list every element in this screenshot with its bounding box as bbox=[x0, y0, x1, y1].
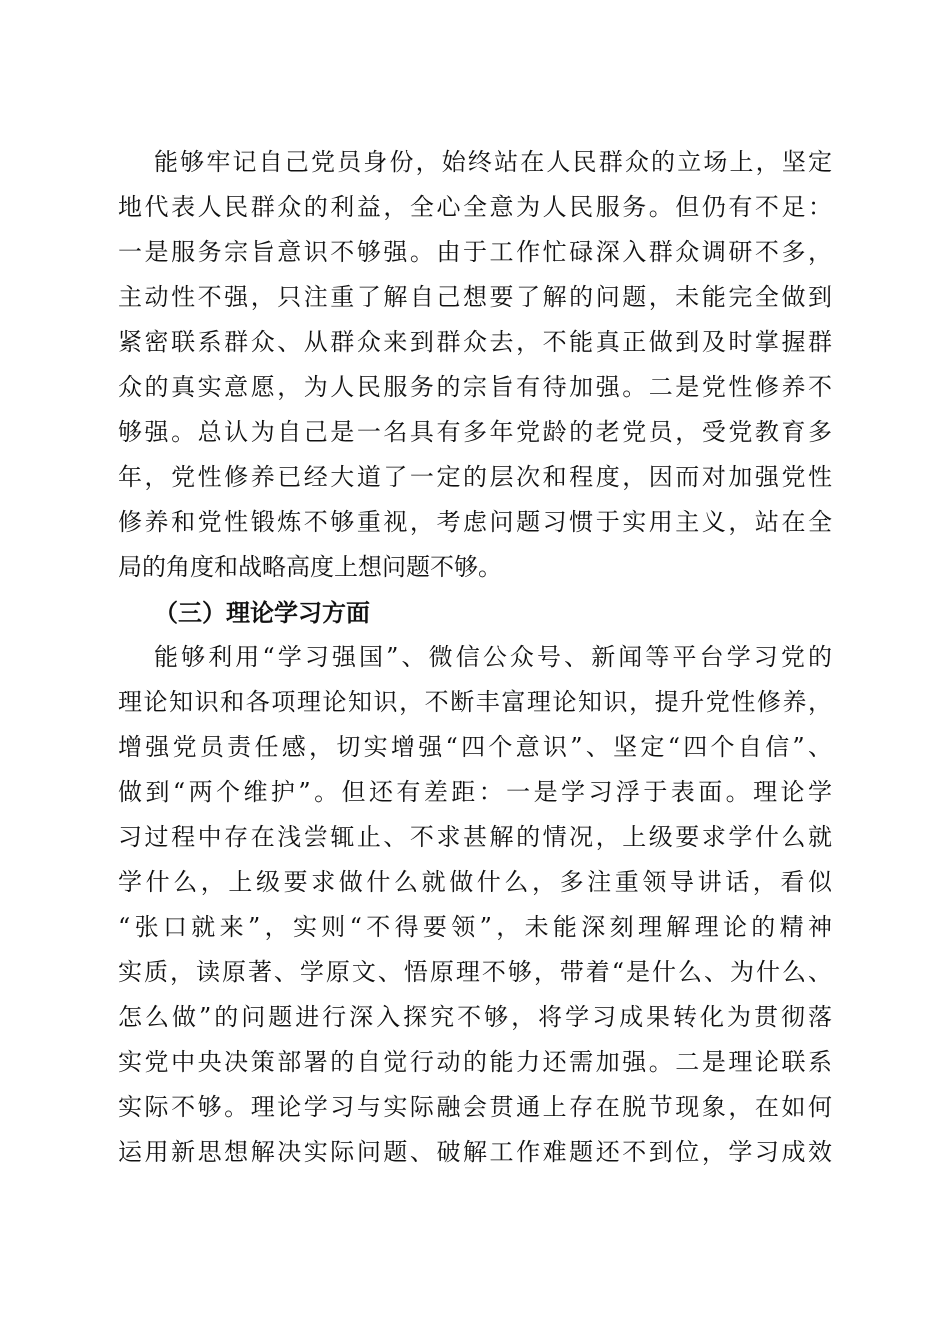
text-line: 实党中央决策部署的自觉行动的能力还需加强。二是理论联系 bbox=[118, 1048, 832, 1076]
text-line: 地代表人民群众的利益，全心全意为人民服务。但仍有不足： bbox=[118, 193, 832, 221]
text-line: 年，党性修养已经大道了一定的层次和程度，因而对加强党性 bbox=[118, 463, 832, 491]
text-line: 一是服务宗旨意识不够强。由于工作忙碌深入群众调研不多， bbox=[118, 238, 832, 266]
text-line: 够强。总认为自己是一名具有多年党龄的老党员，受党教育多 bbox=[118, 418, 832, 446]
text-line: 增强党员责任感，切实增强“四个意识”、坚定“四个自信”、 bbox=[118, 733, 832, 761]
text-line: 能够牢记自己党员身份，始终站在人民群众的立场上，坚定 bbox=[154, 148, 832, 176]
text-line: 实质，读原著、学原文、悟原理不够，带着“是什么、为什么、 bbox=[118, 958, 832, 986]
text-line: 众的真实意愿，为人民服务的宗旨有待加强。二是党性修养不 bbox=[118, 373, 832, 401]
text-line: 能够利用“学习强国”、微信公众号、新闻等平台学习党的 bbox=[154, 643, 832, 671]
paragraph-party-spirit bbox=[118, 140, 832, 590]
text-line: 运用新思想解决实际问题、破解工作难题还不到位，学习成效 bbox=[118, 1138, 832, 1166]
text-line: “张口就来”，实则“不得要领”，未能深刻理解理论的精神 bbox=[118, 913, 832, 941]
document-body bbox=[118, 140, 832, 1175]
text-line: 习过程中存在浅尝辄止、不求甚解的情况，上级要求学什么就 bbox=[118, 823, 832, 851]
text-line: 怎么做”的问题进行深入探究不够，将学习成果转化为贯彻落 bbox=[118, 1003, 832, 1031]
text-line: 主动性不强，只注重了解自己想要了解的问题，未能完全做到 bbox=[118, 283, 832, 311]
section-heading: （三）理论学习方面 bbox=[154, 598, 370, 627]
text-line: 实际不够。理论学习与实际融会贯通上存在脱节现象，在如何 bbox=[118, 1093, 832, 1121]
text-line: 学什么，上级要求做什么就做什么，多注重领导讲话，看似 bbox=[118, 868, 832, 896]
text-line: 紧密联系群众、从群众来到群众去，不能真正做到及时掌握群 bbox=[118, 328, 832, 356]
text-line: 理论知识和各项理论知识，不断丰富理论知识，提升党性修养， bbox=[118, 688, 832, 716]
text-line: 修养和党性锻炼不够重视，考虑问题习惯于实用主义，站在全 bbox=[118, 508, 832, 536]
text-line: 局的角度和战略高度上想问题不够。 bbox=[118, 553, 502, 581]
text-line: 做到“两个维护”。但还有差距：一是学习浮于表面。理论学 bbox=[118, 778, 832, 806]
paragraph-theory-study bbox=[118, 635, 832, 1175]
